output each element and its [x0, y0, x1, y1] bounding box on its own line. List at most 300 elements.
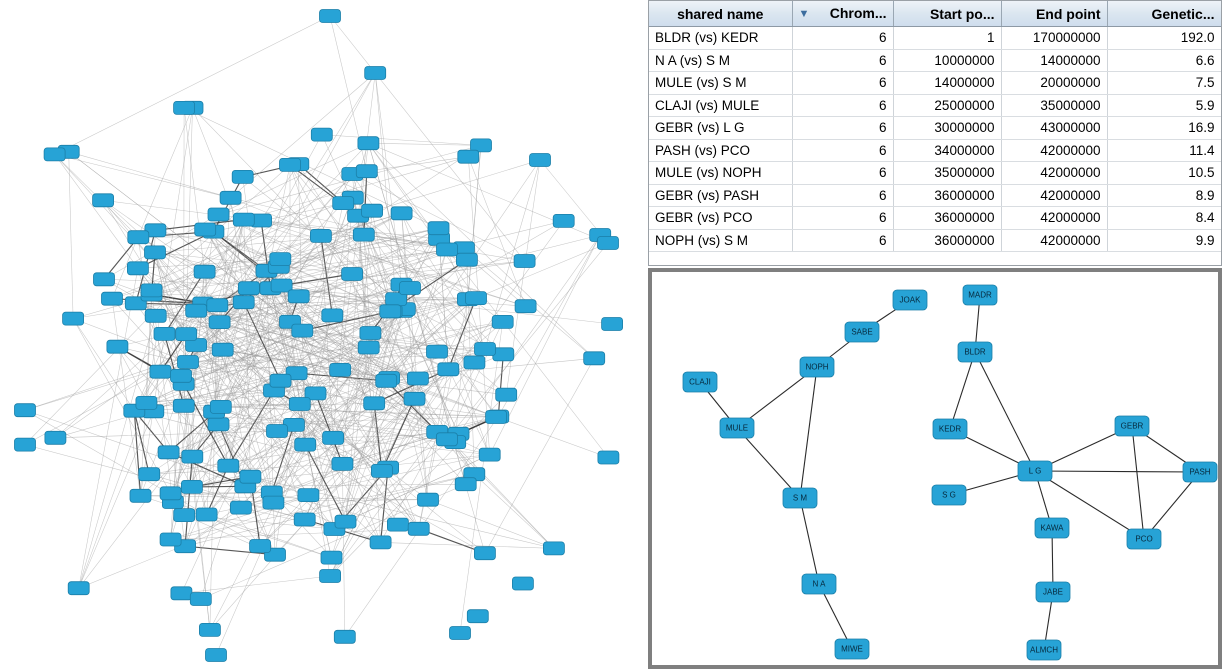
cell-end-point[interactable]: 35000000 [1001, 94, 1107, 117]
node-shape[interactable] [358, 137, 379, 150]
cell-start-point[interactable]: 30000000 [893, 117, 1001, 140]
network-node[interactable] [206, 649, 227, 662]
node-shape[interactable] [174, 101, 195, 114]
node-shape[interactable] [364, 397, 385, 410]
table-body[interactable] [649, 27, 1221, 252]
network-node[interactable] [45, 431, 66, 444]
node-shape[interactable] [408, 522, 429, 535]
cell-chromosome[interactable]: 6 [792, 27, 893, 50]
network-node[interactable] [289, 398, 310, 411]
cell-start-point[interactable]: 36000000 [893, 184, 1001, 207]
network-node[interactable] [94, 273, 115, 286]
network-node[interactable] [358, 137, 379, 150]
network-node[interactable] [181, 480, 202, 493]
node-shape[interactable] [330, 363, 351, 376]
node-shape[interactable] [218, 459, 239, 472]
node-shape[interactable] [199, 623, 220, 636]
node-shape[interactable] [400, 282, 421, 295]
cell-start-point[interactable]: 14000000 [893, 72, 1001, 95]
network-node[interactable] [322, 309, 343, 322]
network-node[interactable] [362, 204, 383, 217]
node-shape[interactable] [391, 207, 412, 220]
node-shape[interactable] [173, 399, 194, 412]
cell-start-point[interactable]: 25000000 [893, 94, 1001, 117]
network-node[interactable] [182, 450, 203, 463]
network-node[interactable] [800, 357, 834, 377]
network-node[interactable] [270, 253, 291, 266]
network-node[interactable] [209, 316, 230, 329]
network-node[interactable] [320, 570, 341, 583]
cell-shared-name[interactable]: MULE (vs) NOPH [649, 162, 792, 185]
network-node[interactable] [176, 328, 197, 341]
cell-chromosome[interactable]: 6 [792, 72, 893, 95]
network-node[interactable] [127, 262, 148, 275]
node-shape[interactable] [342, 268, 363, 281]
node-shape[interactable] [845, 322, 879, 342]
network-node[interactable] [335, 515, 356, 528]
small-network-view[interactable] [648, 268, 1222, 669]
cell-end-point[interactable]: 170000000 [1001, 27, 1107, 50]
cell-shared-name[interactable]: PASH (vs) PCO [649, 139, 792, 162]
network-node[interactable] [68, 582, 89, 595]
node-shape[interactable] [458, 150, 479, 163]
node-shape[interactable] [720, 418, 754, 438]
network-node[interactable] [455, 478, 476, 491]
cell-genetic[interactable]: 11.4 [1107, 139, 1221, 162]
node-shape[interactable] [598, 451, 619, 464]
node-shape[interactable] [238, 282, 259, 295]
node-shape[interactable] [320, 570, 341, 583]
network-node[interactable] [450, 627, 471, 640]
cell-genetic[interactable]: 9.9 [1107, 229, 1221, 252]
column-header-shared-name[interactable]: shared name [649, 1, 792, 27]
node-shape[interactable] [207, 299, 228, 312]
network-node[interactable] [212, 343, 233, 356]
node-shape[interactable] [158, 446, 179, 459]
node-shape[interactable] [206, 649, 227, 662]
cell-chromosome[interactable]: 6 [792, 94, 893, 117]
node-shape[interactable] [182, 450, 203, 463]
column-header-end-point[interactable]: End point [1001, 1, 1107, 27]
network-node[interactable] [479, 448, 500, 461]
node-shape[interactable] [404, 392, 425, 405]
network-node[interactable] [107, 340, 128, 353]
node-shape[interactable] [376, 374, 397, 387]
network-node[interactable] [102, 292, 123, 305]
network-node[interactable] [400, 282, 421, 295]
cell-shared-name[interactable]: BLDR (vs) KEDR [649, 27, 792, 50]
network-node[interactable] [174, 101, 195, 114]
node-shape[interactable] [270, 253, 291, 266]
network-node[interactable] [364, 397, 385, 410]
network-node[interactable] [330, 363, 351, 376]
network-node[interactable] [598, 237, 619, 250]
network-node[interactable] [428, 222, 449, 235]
node-shape[interactable] [1127, 529, 1161, 549]
network-node[interactable] [427, 345, 448, 358]
network-node[interactable] [141, 284, 162, 297]
node-shape[interactable] [289, 398, 310, 411]
node-shape[interactable] [323, 431, 344, 444]
table-row[interactable] [649, 229, 1221, 252]
network-node[interactable] [436, 433, 457, 446]
cell-start-point[interactable]: 10000000 [893, 49, 1001, 72]
network-node[interactable] [486, 411, 507, 424]
node-shape[interactable] [210, 400, 231, 413]
cell-end-point[interactable]: 42000000 [1001, 139, 1107, 162]
node-shape[interactable] [584, 352, 605, 365]
network-node[interactable] [391, 207, 412, 220]
network-node[interactable] [323, 431, 344, 444]
filter-icon[interactable]: ▼ [798, 7, 810, 20]
network-node[interactable] [933, 419, 967, 439]
node-shape[interactable] [418, 493, 439, 506]
network-node[interactable] [467, 610, 488, 623]
table-row[interactable] [649, 94, 1221, 117]
node-shape[interactable] [438, 363, 459, 376]
network-node[interactable] [1127, 529, 1161, 549]
cell-chromosome[interactable]: 6 [792, 139, 893, 162]
table-row[interactable] [649, 184, 1221, 207]
network-node[interactable] [208, 208, 229, 221]
cell-genetic[interactable]: 10.5 [1107, 162, 1221, 185]
network-node[interactable] [145, 246, 166, 259]
network-node[interactable] [150, 365, 171, 378]
node-shape[interactable] [212, 343, 233, 356]
node-shape[interactable] [186, 304, 207, 317]
network-node[interactable] [128, 231, 149, 244]
node-shape[interactable] [44, 148, 65, 161]
network-node[interactable] [190, 593, 211, 606]
cell-shared-name[interactable]: MULE (vs) S M [649, 72, 792, 95]
node-shape[interactable] [280, 158, 301, 171]
network-node[interactable] [130, 489, 151, 502]
large-network-nodes[interactable] [15, 10, 623, 662]
network-node[interactable] [387, 518, 408, 531]
node-shape[interactable] [353, 228, 374, 241]
node-shape[interactable] [194, 265, 215, 278]
cell-start-point[interactable]: 1 [893, 27, 1001, 50]
node-shape[interactable] [1018, 461, 1052, 481]
cell-end-point[interactable]: 43000000 [1001, 117, 1107, 140]
node-shape[interactable] [209, 316, 230, 329]
node-shape[interactable] [130, 489, 151, 502]
network-node[interactable] [270, 374, 291, 387]
node-shape[interactable] [322, 309, 343, 322]
node-shape[interactable] [407, 372, 428, 385]
network-node[interactable] [171, 369, 192, 382]
node-shape[interactable] [160, 533, 181, 546]
network-node[interactable] [438, 363, 459, 376]
node-shape[interactable] [127, 262, 148, 275]
network-node[interactable] [233, 213, 254, 226]
network-node[interactable] [196, 508, 217, 521]
node-shape[interactable] [45, 431, 66, 444]
node-shape[interactable] [436, 433, 457, 446]
network-node[interactable] [160, 487, 181, 500]
node-shape[interactable] [93, 194, 114, 207]
cell-shared-name[interactable]: NOPH (vs) S M [649, 229, 792, 252]
column-header-start-point[interactable]: Start po... [893, 1, 1001, 27]
node-shape[interactable] [427, 345, 448, 358]
node-shape[interactable] [220, 191, 241, 204]
node-shape[interactable] [208, 418, 229, 431]
network-node[interactable] [474, 547, 495, 560]
cell-genetic[interactable]: 7.5 [1107, 72, 1221, 95]
node-shape[interactable] [154, 327, 175, 340]
node-shape[interactable] [178, 356, 199, 369]
network-node[interactable] [310, 229, 331, 242]
network-node[interactable] [333, 197, 354, 210]
network-node[interactable] [15, 404, 36, 417]
node-shape[interactable] [553, 214, 574, 227]
network-node[interactable] [458, 150, 479, 163]
cell-chromosome[interactable]: 6 [792, 117, 893, 140]
network-node[interactable] [514, 255, 535, 268]
node-shape[interactable] [332, 457, 353, 470]
network-node[interactable] [360, 327, 381, 340]
node-shape[interactable] [295, 438, 316, 451]
node-shape[interactable] [139, 468, 160, 481]
network-node[interactable] [370, 536, 391, 549]
network-node[interactable] [493, 348, 514, 361]
node-shape[interactable] [456, 253, 477, 266]
cell-end-point[interactable]: 20000000 [1001, 72, 1107, 95]
network-node[interactable] [464, 356, 485, 369]
network-node[interactable] [602, 318, 623, 331]
network-node[interactable] [342, 268, 363, 281]
node-shape[interactable] [240, 470, 261, 483]
cell-end-point[interactable]: 42000000 [1001, 207, 1107, 230]
node-shape[interactable] [230, 501, 251, 514]
node-shape[interactable] [208, 208, 229, 221]
node-shape[interactable] [196, 508, 217, 521]
network-node[interactable] [63, 312, 84, 325]
cell-end-point[interactable]: 14000000 [1001, 49, 1107, 72]
node-shape[interactable] [370, 536, 391, 549]
network-node[interactable] [145, 309, 166, 322]
network-node[interactable] [418, 493, 439, 506]
node-shape[interactable] [492, 315, 513, 328]
node-shape[interactable] [360, 327, 381, 340]
node-shape[interactable] [496, 388, 517, 401]
network-node[interactable] [171, 587, 192, 600]
network-node[interactable] [783, 488, 817, 508]
table-row[interactable] [649, 27, 1221, 50]
network-node[interactable] [598, 451, 619, 464]
node-shape[interactable] [486, 411, 507, 424]
cell-end-point[interactable]: 42000000 [1001, 162, 1107, 185]
network-node[interactable] [240, 470, 261, 483]
node-shape[interactable] [311, 128, 332, 141]
network-node[interactable] [958, 342, 992, 362]
network-node[interactable] [334, 630, 355, 643]
network-node[interactable] [332, 457, 353, 470]
node-shape[interactable] [598, 237, 619, 250]
network-node[interactable] [932, 485, 966, 505]
network-node[interactable] [437, 243, 458, 256]
cell-chromosome[interactable]: 6 [792, 207, 893, 230]
network-node[interactable] [1115, 416, 1149, 436]
node-shape[interactable] [333, 197, 354, 210]
network-node[interactable] [195, 223, 216, 236]
node-shape[interactable] [171, 369, 192, 382]
node-shape[interactable] [467, 610, 488, 623]
node-shape[interactable] [171, 587, 192, 600]
node-shape[interactable] [437, 243, 458, 256]
table-row[interactable] [649, 162, 1221, 185]
network-node[interactable] [294, 513, 315, 526]
node-shape[interactable] [320, 10, 341, 23]
network-node[interactable] [845, 322, 879, 342]
node-shape[interactable] [321, 551, 342, 564]
network-node[interactable] [404, 392, 425, 405]
node-shape[interactable] [107, 340, 128, 353]
network-node[interactable] [280, 158, 301, 171]
cell-chromosome[interactable]: 6 [792, 229, 893, 252]
cell-genetic[interactable]: 6.6 [1107, 49, 1221, 72]
network-node[interactable] [160, 533, 181, 546]
network-node[interactable] [267, 425, 288, 438]
cell-genetic[interactable]: 5.9 [1107, 94, 1221, 117]
node-shape[interactable] [933, 419, 967, 439]
network-node[interactable] [802, 574, 836, 594]
cell-end-point[interactable]: 42000000 [1001, 229, 1107, 252]
node-shape[interactable] [512, 577, 533, 590]
network-node[interactable] [365, 67, 386, 80]
network-node[interactable] [233, 296, 254, 309]
network-node[interactable] [320, 10, 341, 23]
cell-start-point[interactable]: 34000000 [893, 139, 1001, 162]
cell-shared-name[interactable]: N A (vs) S M [649, 49, 792, 72]
node-shape[interactable] [145, 309, 166, 322]
node-shape[interactable] [479, 448, 500, 461]
network-node[interactable] [356, 165, 377, 178]
node-shape[interactable] [530, 154, 551, 167]
cell-shared-name[interactable]: GEBR (vs) PCO [649, 207, 792, 230]
network-node[interactable] [492, 315, 513, 328]
network-node[interactable] [295, 438, 316, 451]
node-shape[interactable] [515, 300, 536, 313]
node-shape[interactable] [365, 67, 386, 80]
network-node[interactable] [893, 290, 927, 310]
node-shape[interactable] [298, 489, 319, 502]
network-node[interactable] [298, 489, 319, 502]
edge-attribute-table-panel[interactable] [648, 0, 1222, 266]
network-node[interactable] [407, 372, 428, 385]
network-node[interactable] [321, 551, 342, 564]
network-node[interactable] [158, 446, 179, 459]
cell-shared-name[interactable]: GEBR (vs) L G [649, 117, 792, 140]
node-shape[interactable] [310, 229, 331, 242]
cell-end-point[interactable]: 42000000 [1001, 184, 1107, 207]
edge-attribute-table[interactable] [649, 1, 1222, 252]
node-shape[interactable] [1115, 416, 1149, 436]
node-shape[interactable] [136, 396, 157, 409]
network-node[interactable] [512, 577, 533, 590]
cell-genetic[interactable]: 16.9 [1107, 117, 1221, 140]
node-shape[interactable] [335, 515, 356, 528]
node-shape[interactable] [475, 343, 496, 356]
node-shape[interactable] [428, 222, 449, 235]
network-node[interactable] [584, 352, 605, 365]
network-node[interactable] [553, 214, 574, 227]
network-node[interactable] [15, 438, 36, 451]
node-shape[interactable] [835, 639, 869, 659]
node-shape[interactable] [371, 464, 392, 477]
node-shape[interactable] [1027, 640, 1061, 660]
network-node[interactable] [1027, 640, 1061, 660]
network-node[interactable] [380, 305, 401, 318]
node-shape[interactable] [358, 341, 379, 354]
network-node[interactable] [543, 542, 564, 555]
network-node[interactable] [220, 191, 241, 204]
node-shape[interactable] [128, 231, 149, 244]
cell-start-point[interactable]: 36000000 [893, 207, 1001, 230]
node-shape[interactable] [493, 348, 514, 361]
table-row[interactable] [649, 49, 1221, 72]
node-shape[interactable] [958, 342, 992, 362]
network-node[interactable] [194, 265, 215, 278]
cell-chromosome[interactable]: 6 [792, 184, 893, 207]
node-shape[interactable] [102, 292, 123, 305]
network-node[interactable] [720, 418, 754, 438]
table-row[interactable] [649, 117, 1221, 140]
node-shape[interactable] [800, 357, 834, 377]
network-node[interactable] [292, 324, 313, 337]
cell-chromosome[interactable]: 6 [792, 49, 893, 72]
network-node[interactable] [408, 522, 429, 535]
network-node[interactable] [232, 170, 253, 183]
node-shape[interactable] [893, 290, 927, 310]
network-node[interactable] [1183, 462, 1217, 482]
node-shape[interactable] [802, 574, 836, 594]
node-shape[interactable] [141, 284, 162, 297]
node-shape[interactable] [145, 246, 166, 259]
node-shape[interactable] [602, 318, 623, 331]
node-shape[interactable] [514, 255, 535, 268]
node-shape[interactable] [270, 374, 291, 387]
node-shape[interactable] [464, 356, 485, 369]
cell-genetic[interactable]: 192.0 [1107, 27, 1221, 50]
network-node[interactable] [1035, 518, 1069, 538]
network-node[interactable] [93, 194, 114, 207]
cell-start-point[interactable]: 35000000 [893, 162, 1001, 185]
node-shape[interactable] [263, 496, 284, 509]
node-shape[interactable] [160, 487, 181, 500]
network-node[interactable] [311, 128, 332, 141]
node-shape[interactable] [334, 630, 355, 643]
network-node[interactable] [173, 399, 194, 412]
node-shape[interactable] [232, 170, 253, 183]
network-node[interactable] [1018, 461, 1052, 481]
network-node[interactable] [44, 148, 65, 161]
network-node[interactable] [1036, 582, 1070, 602]
node-shape[interactable] [233, 213, 254, 226]
network-node[interactable] [250, 540, 271, 553]
node-shape[interactable] [181, 480, 202, 493]
node-shape[interactable] [543, 542, 564, 555]
node-shape[interactable] [288, 290, 309, 303]
network-node[interactable] [174, 509, 195, 522]
node-shape[interactable] [783, 488, 817, 508]
cell-shared-name[interactable]: GEBR (vs) PASH [649, 184, 792, 207]
cell-genetic[interactable]: 8.9 [1107, 184, 1221, 207]
network-node[interactable] [835, 639, 869, 659]
node-shape[interactable] [68, 582, 89, 595]
network-node[interactable] [456, 253, 477, 266]
node-shape[interactable] [195, 223, 216, 236]
